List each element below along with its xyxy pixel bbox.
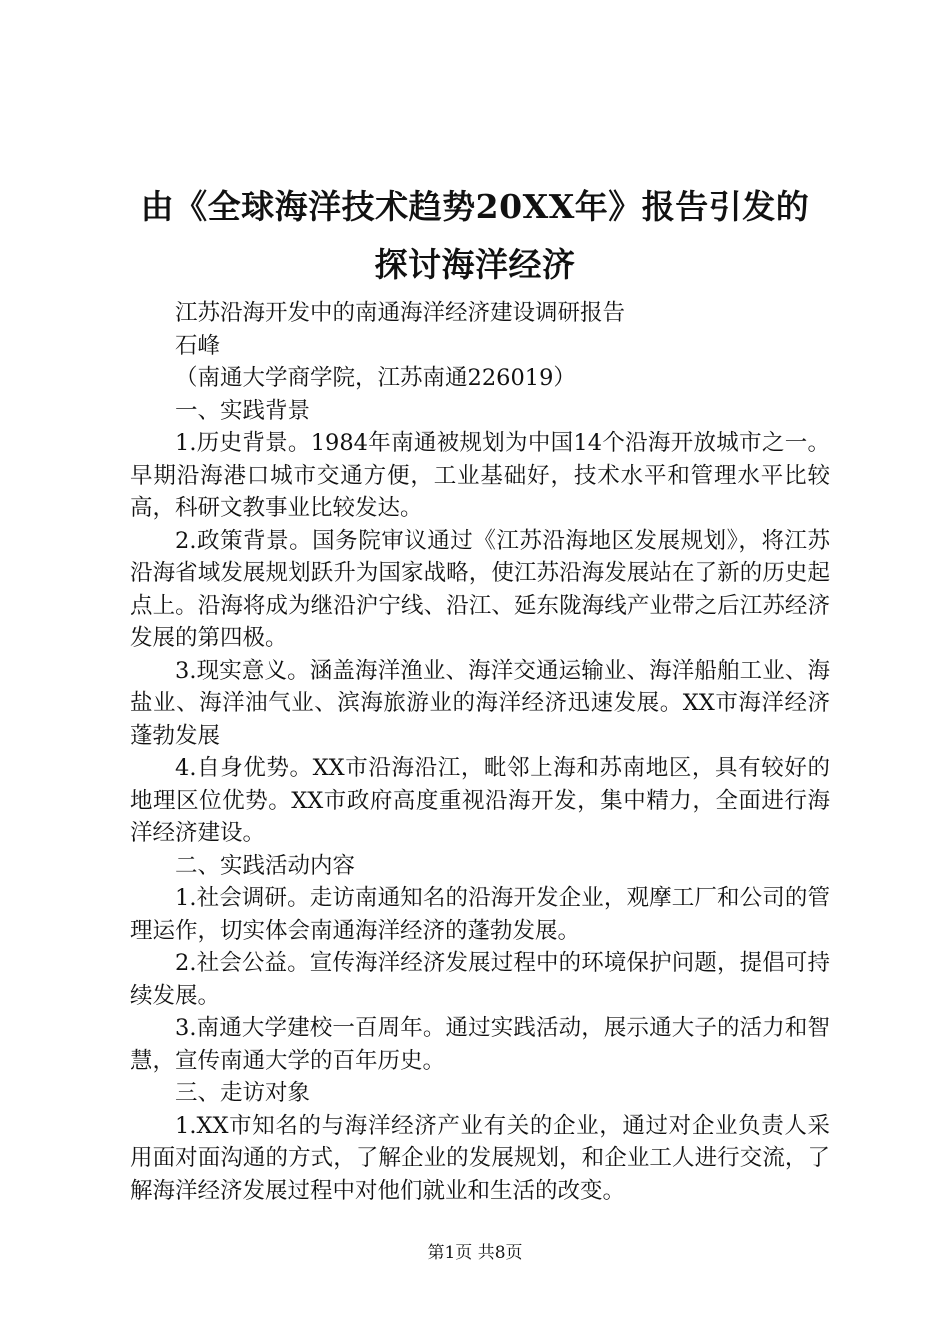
paragraph-social-research: 1.社会调研。走访南通知名的沿海开发企业，观摩工厂和公司的管理运作，切实体会南通海洋经济的蓬勃发展。 [130,885,830,944]
report-subtitle: 江苏沿海开发中的南通海洋经济建设调研报告 [175,300,626,326]
author-name: 石峰 [175,332,221,359]
paragraph-historical-background: 1.历史背景。1984年南通被规划为中国14个沿海开放城市之一。早期沿海港口城市交通方便，工业基础好，技术水平和管理水平比较高，科研文教事业比较发达。 [130,430,830,521]
paragraph-enterprises: 1.XX市知名的与海洋经济产业有关的企业，通过对企业负责人采用面对面沟通的方式，了解企业的发展规划，和企业工人进行交流，了解海洋经济发展过程中对他们就业和生活的改变。 [130,1112,830,1204]
paragraph-practical-significance: 3.现实意义。涵盖海洋渔业、海洋交通运输业、海洋船舶工业、海盐业、海洋油气业、滨海旅游业的海洋经济迅速发展。XX市海洋经济蓬勃发展 [130,657,830,749]
paragraph-public-welfare: 2.社会公益。宣传海洋经济发展过程中的环境保护问题，提倡可持续发展。 [130,950,830,1009]
section-heading-activities: 二、实践活动内容 [175,852,356,879]
document-title-line-1: 由《全球海洋技术趋势20XX年》报告引发的 [140,187,810,226]
paragraph-own-advantages: 4.自身优势。XX市沿海沿江，毗邻上海和苏南地区，具有较好的地理区位优势。XX市政府高度重视沿海开发，集中精力，全面进行海洋经济建设。 [130,755,830,846]
paragraph-university-centennial: 3.南通大学建校一百周年。通过实践活动，展示通大子的活力和智慧，宣传南通大学的百年历史。 [130,1015,830,1074]
section-heading-background: 一、实践背景 [175,397,311,424]
section-heading-interviewees: 三、走访对象 [175,1080,311,1106]
document-title-line-2: 探讨海洋经济 [374,245,576,284]
page-footer: 第1页 共8页 [427,1243,523,1263]
author-affiliation: （南通大学商学院，江苏南通226019） [175,365,576,391]
paragraph-policy-background: 2.政策背景。国务院审议通过《江苏沿海地区发展规划》，将江苏沿海省域发展规划跃升为国家战略，使江苏沿海发展站在了新的历史起点上。沿海将成为继沿沪宁线、沿江、延东陇海线产业带之后江苏经济发展的第四极。 [130,527,830,651]
document-body [130,297,830,1207]
